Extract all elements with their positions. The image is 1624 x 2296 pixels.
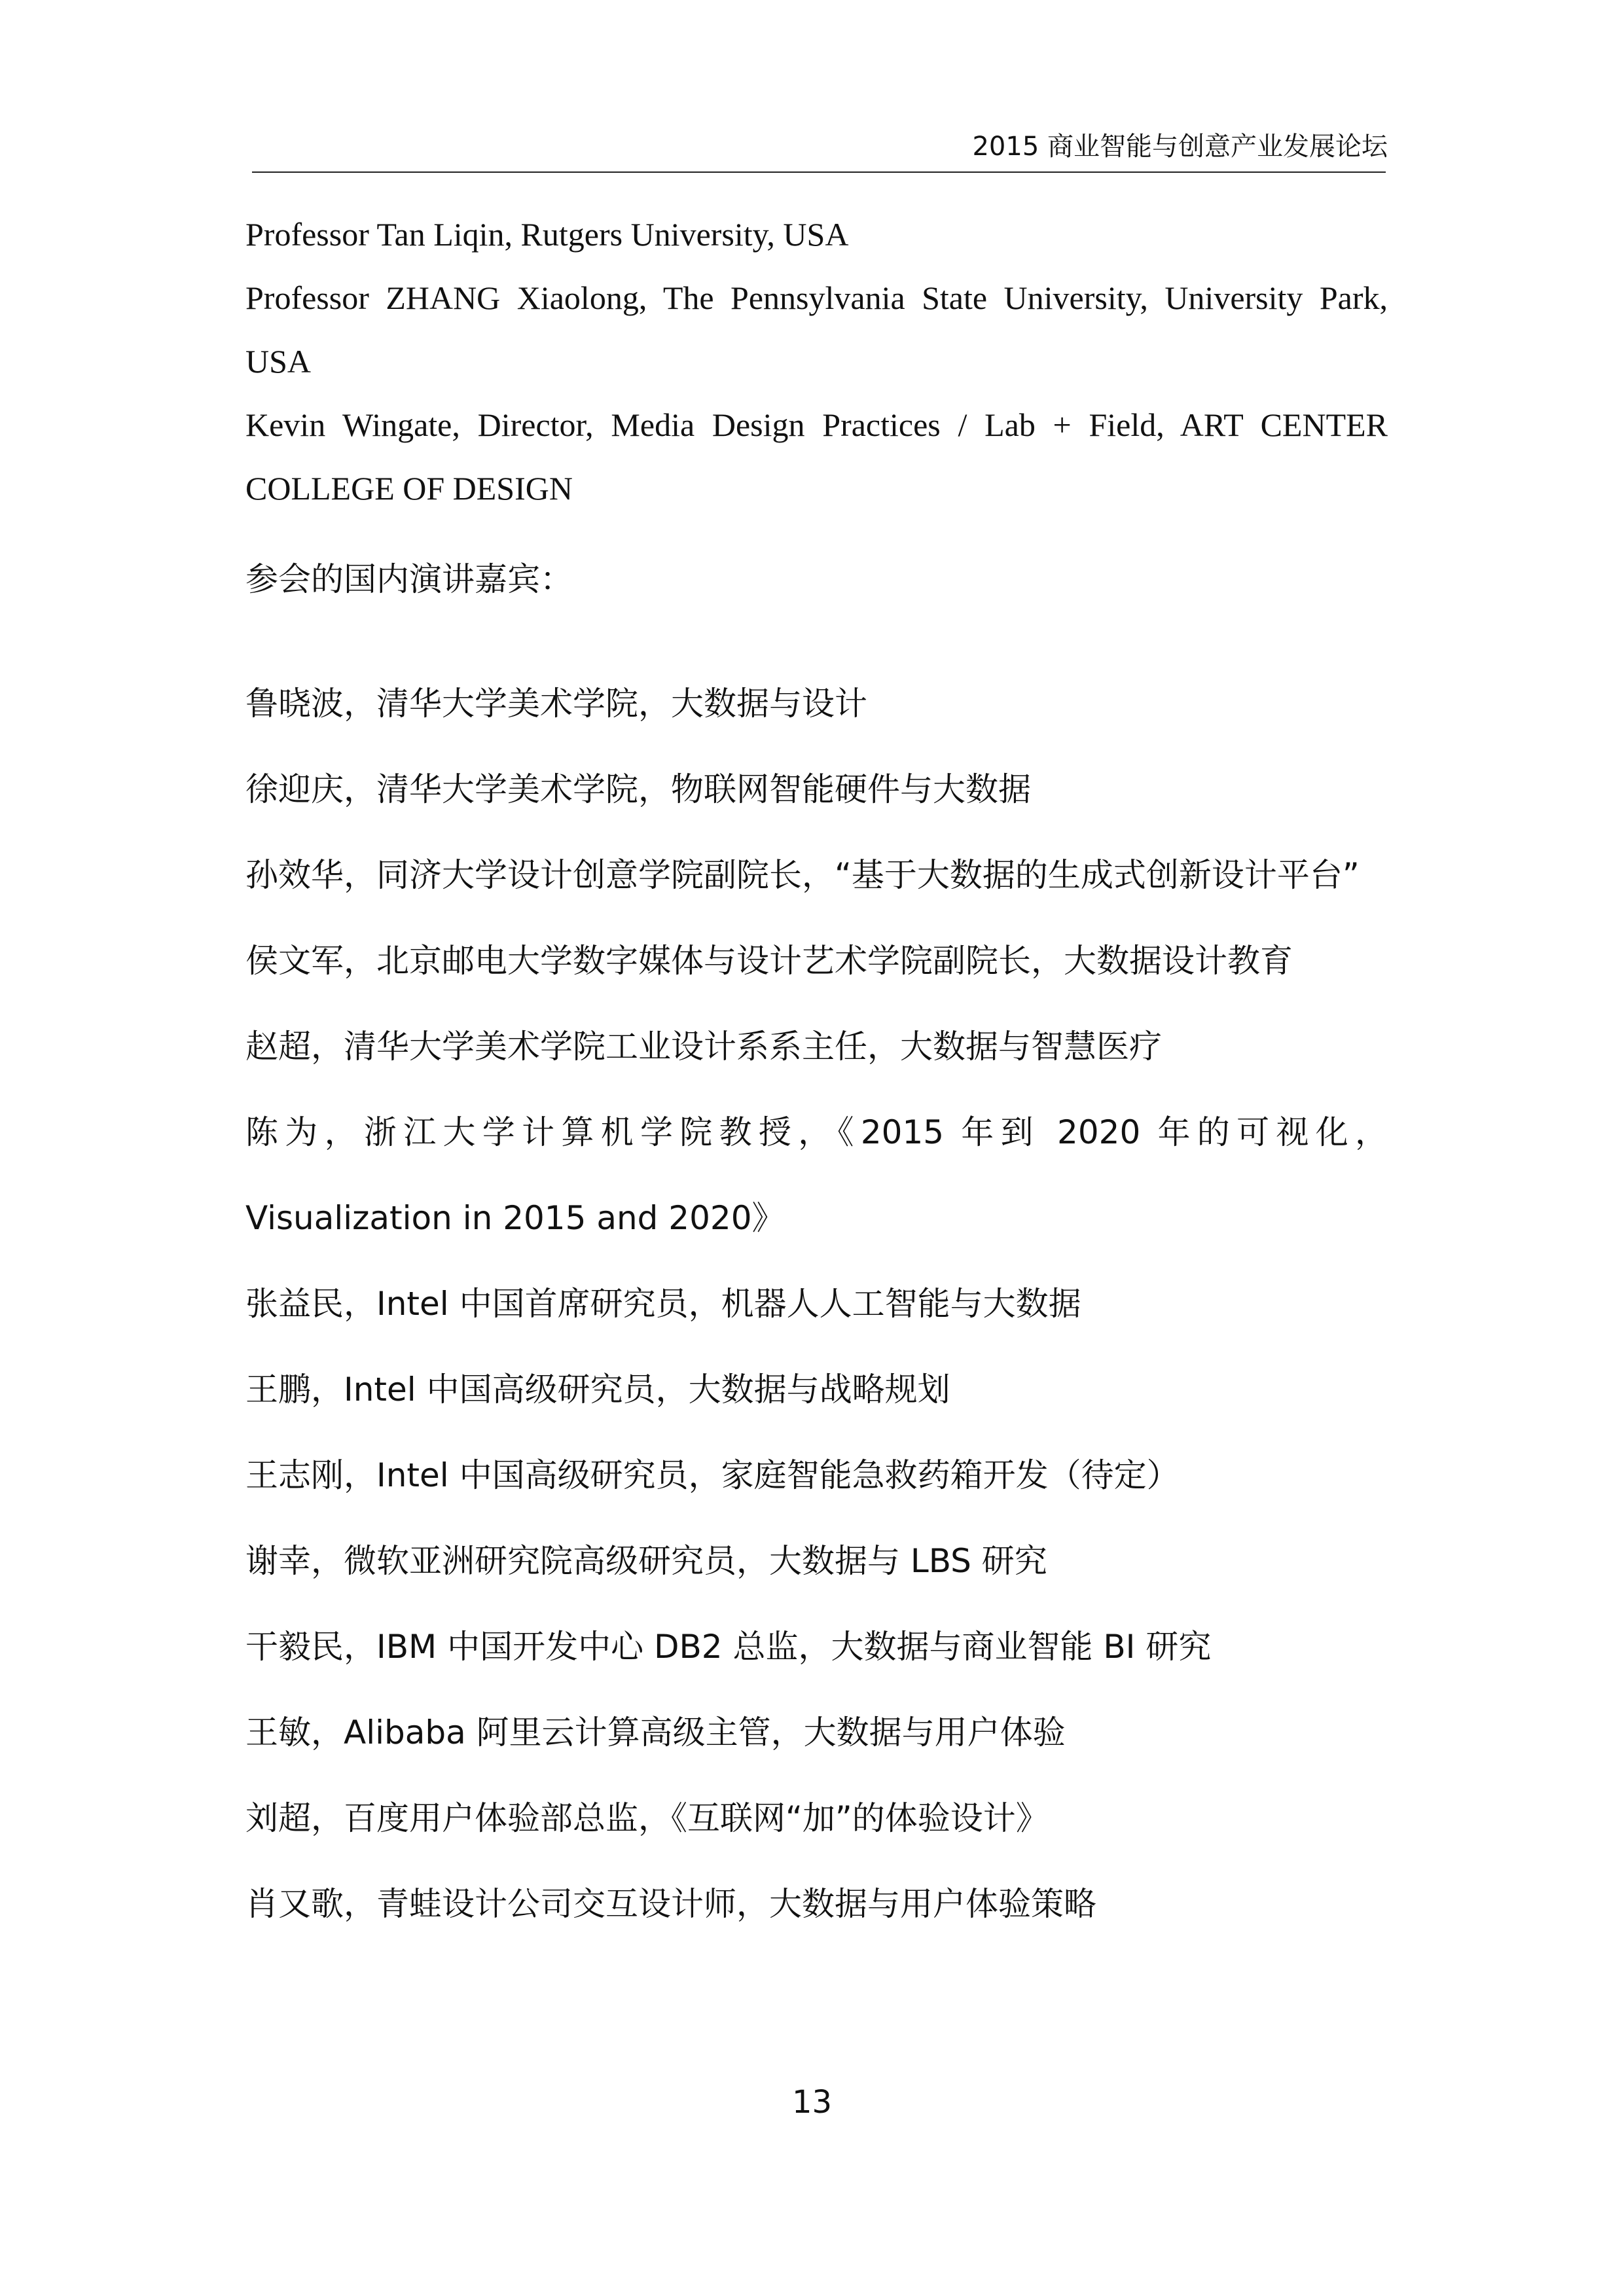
domestic-speakers-heading: 参会的国内演讲嘉宾： — [245, 560, 573, 598]
international-speakers-block — [245, 203, 1388, 520]
domestic-speaker-entry: 干毅民，IBM 中国开发中心 DB2 总监，大数据与商业智能 BI 研究 — [245, 1628, 1212, 1666]
page-number: 13 — [791, 2084, 833, 2121]
domestic-speaker-entry: 肖又歌，青蛙设计公司交互设计师，大数据与用户体验策略 — [245, 1885, 1096, 1923]
domestic-speaker-entry: 陈为，浙江大学计算机学院教授，《2015 年到 2020 年的可视化，Visualization in 2015 and 2020》 — [245, 1113, 1388, 1237]
domestic-speaker-entry: 王敏，Alibaba 阿里云计算高级主管，大数据与用户体验 — [245, 1713, 1066, 1751]
domestic-speaker-entry: 孙效华，同济大学设计创意学院副院长，“基于大数据的生成式创新设计平台” — [245, 856, 1360, 894]
domestic-speaker-entry: 赵超，清华大学美术学院工业设计系系主任，大数据与智慧医疗 — [245, 1028, 1162, 1066]
domestic-speaker-entry: 鲁晓波，清华大学美术学院，大数据与设计 — [245, 685, 867, 723]
international-speaker-entry: Professor Tan Liqin, Rutgers University, USA — [245, 216, 849, 253]
domestic-speaker-entry: 侯文军，北京邮电大学数字媒体与设计艺术学院副院长，大数据设计教育 — [245, 942, 1293, 980]
domestic-speaker-entry: 张益民，Intel 中国首席研究员，机器人人工智能与大数据 — [245, 1285, 1081, 1323]
international-speaker-entry: Kevin Wingate, Director, Media Design Practices / Lab + Field, ART CENTER COLLEGE OF DESIGN — [245, 406, 1388, 507]
domestic-speaker-entry: 王志刚，Intel 中国高级研究员，家庭智能急救药箱开发（待定） — [245, 1456, 1180, 1494]
domestic-speakers-list — [245, 661, 1388, 1947]
domestic-speaker-entry: 刘超，百度用户体验部总监，《互联网“加”的体验设计》 — [245, 1799, 1049, 1837]
running-header: 2015 商业智能与创意产业发展论坛 — [972, 132, 1388, 162]
domestic-speaker-entry: 王鹏，Intel 中国高级研究员，大数据与战略规划 — [245, 1371, 950, 1408]
header-rule — [252, 171, 1386, 173]
international-speaker-entry: Professor ZHANG Xiaolong, The Pennsylvania State University, University Park, USA — [245, 279, 1388, 380]
domestic-speaker-entry: 徐迎庆，清华大学美术学院，物联网智能硬件与大数据 — [245, 770, 1031, 808]
domestic-speaker-entry: 谢幸，微软亚洲研究院高级研究员，大数据与 LBS 研究 — [245, 1542, 1047, 1580]
